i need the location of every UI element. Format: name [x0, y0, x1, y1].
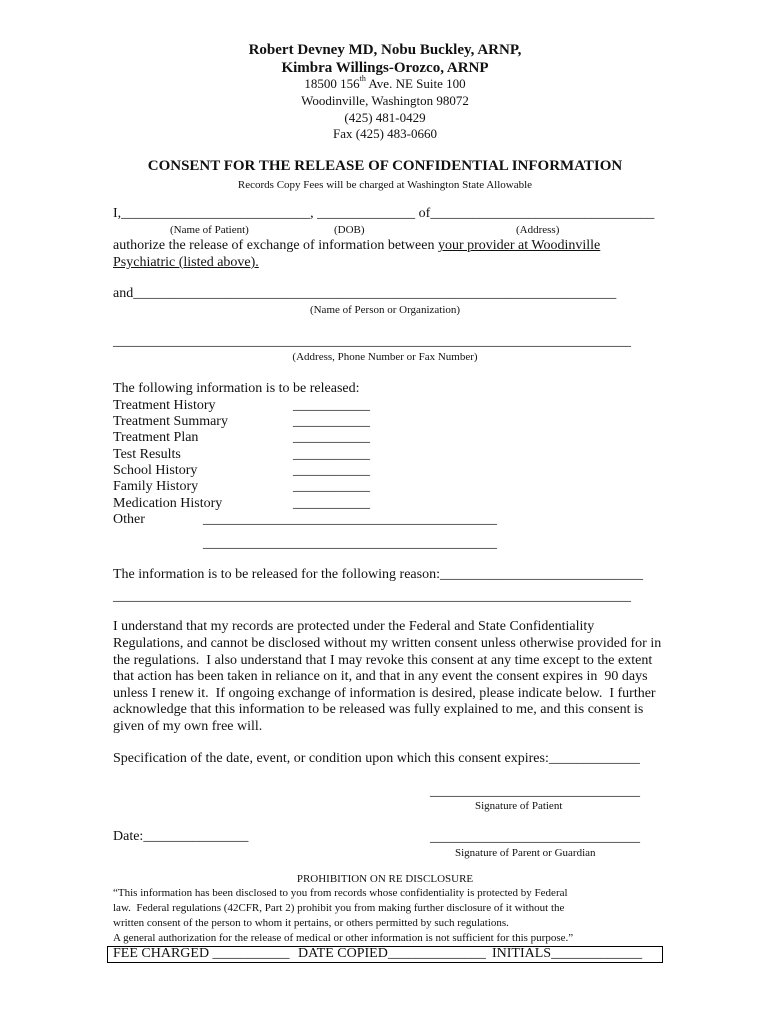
consent-paragraph-line: given of my own free will.: [113, 719, 263, 734]
recipient-name-caption: (Name of Person or Organization): [309, 304, 461, 316]
practice-names-line1: Robert Devney MD, Nobu Buckley, ARNP,: [248, 42, 522, 58]
address-ordinal: th: [359, 74, 366, 83]
consent-paragraph-line: I understand that my records are protected under the Federal and State Confidentiality: [113, 619, 595, 634]
recipient-name-line[interactable]: and_____________________________________________________________________: [113, 286, 617, 301]
patient-dob-caption: (DOB): [334, 224, 365, 236]
prohibition-text-line: “This information has been disclosed to you from records whose confidentiality is protected by Federal: [113, 887, 568, 899]
info-item-blank[interactable]: ___________: [293, 398, 370, 413]
practice-fax: Fax (425) 483-0660: [333, 126, 437, 141]
practice-city: Woodinville, Washington 98072: [301, 93, 469, 108]
info-item-blank[interactable]: ___________: [293, 463, 370, 478]
patient-signature-caption: Signature of Patient: [475, 800, 563, 812]
practice-names-line2: Kimbra Willings-Orozco, ARNP: [281, 60, 489, 76]
patient-signature-line[interactable]: ______________________________: [430, 784, 640, 799]
info-item-label: Treatment History: [113, 398, 216, 413]
authorize-text-line1: [113, 238, 600, 254]
consent-paragraph-line: that action has been taken in reliance on it, and that in any event the consent expires in 90 days: [113, 669, 648, 684]
authorize-text-plain: authorize the release of exchange of information between: [113, 238, 438, 253]
info-item-blank[interactable]: ___________: [293, 496, 370, 511]
patient-name-caption: (Name of Patient): [170, 224, 249, 236]
info-item-blank[interactable]: ___________: [293, 479, 370, 494]
address-street: Ave. NE Suite 100: [365, 76, 466, 91]
reason-line-continued[interactable]: __________________________________________________________________________: [113, 589, 631, 604]
prohibition-title: PROHIBITION ON RE DISCLOSURE: [296, 873, 474, 885]
info-item-blank[interactable]: ___________: [293, 447, 370, 462]
info-item-label: School History: [113, 463, 198, 478]
date-line[interactable]: Date:_______________: [113, 829, 249, 844]
recipient-address-caption: (Address, Phone Number or Fax Number): [292, 351, 478, 363]
authorize-provider-underlined: your provider at Woodinville: [437, 238, 601, 253]
patient-info-line[interactable]: I,___________________________, ______________ of________________________________: [113, 206, 655, 221]
prohibition-text-line: A general authorization for the release of medical or other information is not sufficient for this purpose.”: [113, 932, 574, 944]
document-title: CONSENT FOR THE RELEASE OF CONFIDENTIAL INFORMATION: [147, 158, 623, 174]
other-blank-2[interactable]: __________________________________________: [203, 536, 497, 551]
practice-phone: (425) 481-0429: [344, 110, 426, 125]
consent-paragraph-line: unless I renew it. If ongoing exchange of information is desired, please indicate below. I further: [113, 686, 656, 701]
info-item-label: Test Results: [113, 447, 181, 462]
consent-paragraph-line: acknowledge that this information to be released was fully explained to me, and this consent is: [113, 702, 644, 717]
expiration-line[interactable]: Specification of the date, event, or condition upon which this consent expires:_____________: [113, 751, 640, 766]
info-heading: The following information is to be released:: [113, 381, 360, 396]
reason-line[interactable]: The information is to be released for the following reason:_____________________________: [113, 567, 643, 582]
info-item-blank[interactable]: ___________: [293, 414, 370, 429]
other-blank-1[interactable]: __________________________________________: [203, 512, 497, 527]
info-item-blank[interactable]: ___________: [293, 430, 370, 445]
guardian-signature-caption: Signature of Parent or Guardian: [455, 847, 596, 859]
practice-address: [0, 76, 770, 92]
consent-paragraph-line: the regulations. I also understand that I may revoke this consent at any time except to the extent: [113, 653, 653, 668]
fees-note: Records Copy Fees will be charged at Washington State Allowable: [237, 179, 533, 191]
consent-paragraph-line: Regulations, and cannot be disclosed without my written consent unless otherwise provided for in: [113, 636, 662, 651]
patient-address-caption: (Address): [516, 224, 560, 236]
address-number: 18500 156: [304, 76, 360, 91]
prohibition-text-line: written consent of the person to whom it pertains, or others permitted by such regulations.: [113, 917, 509, 929]
recipient-address-line[interactable]: __________________________________________________________________________: [113, 334, 631, 349]
authorize-text-line2: Psychiatric (listed above).: [113, 255, 259, 270]
other-label: Other: [113, 512, 145, 527]
initials-field[interactable]: INITIALS_____________: [492, 946, 643, 961]
info-item-label: Treatment Plan: [113, 430, 199, 445]
date-copied-field[interactable]: DATE COPIED______________: [298, 946, 486, 961]
info-item-label: Medication History: [113, 496, 223, 511]
prohibition-text-line: law. Federal regulations (42CFR, Part 2) prohibit you from making further disclosure of it without the: [113, 902, 565, 914]
guardian-signature-line[interactable]: ______________________________: [430, 830, 640, 845]
fee-charged-field[interactable]: FEE CHARGED ___________: [113, 946, 290, 961]
info-item-label: Family History: [113, 479, 199, 494]
info-item-label: Treatment Summary: [113, 414, 228, 429]
